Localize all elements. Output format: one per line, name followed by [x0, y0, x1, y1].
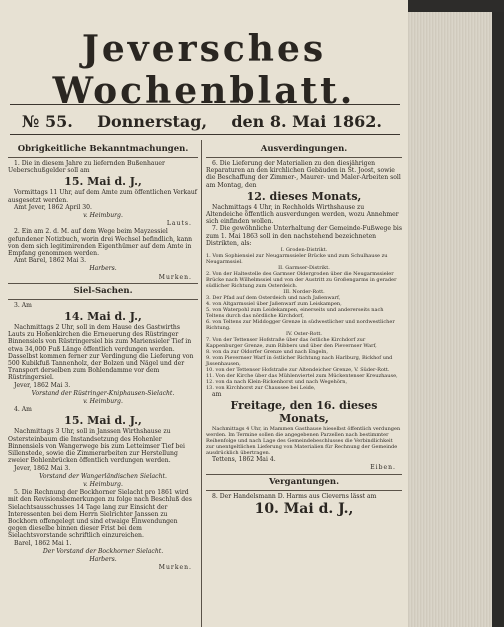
notice-7-place: Tettens, 1862 Mai 4. — [212, 456, 276, 464]
notice-3-date: 14. Mai d. J., — [64, 310, 142, 324]
district-item: II. Garmser-Distrikt. — [278, 265, 330, 272]
notice-1-text2: Vormittags 11 Uhr, auf dem Amte zum öffentlichen Verkauf ausgesetzt werden. — [8, 189, 198, 204]
book-page-edges — [408, 12, 492, 627]
divider — [206, 490, 402, 491]
masthead-rule-top — [10, 104, 400, 105]
notice-4-place: Jever, 1862 Mai 3. — [14, 464, 71, 472]
notice-5-text: 5. Die Rechnung der Bockhorner Sielacht pro 1861 wird mit den Revisionsbemerkungen zu folge nach Beschluß des Sielachtsausschusses 14 Tage lang zur Einsicht der Interessenten bei dem Herrn Sielrichter Janssen zu Bockhorn offengelegt und sind etwaige Einwendungen gegen dieselbe binnen dieser Frist bei dem Sielachtsvorstande schriftlich einzureichen. — [8, 489, 192, 540]
district-item: 1. Vom Sophiensiel zur Neugarmssieler Brücke und zum Schulhause zu Neugarmssiel. — [206, 253, 388, 266]
notice-2-place: Amt Barel, 1862 Mai 3. — [14, 257, 87, 265]
left-column — [8, 142, 198, 572]
divider — [206, 157, 402, 158]
masthead-rule-bottom — [10, 134, 400, 135]
divider — [8, 283, 198, 284]
district-item: 10. von der Tettenser Hofstraße zur Altendeicher Grenze, V. Süder-Rott. — [206, 367, 390, 374]
notice-7-text2: Nachmittags 4 Uhr, in Mammen Gasthause hieselbst öffentlich verdungen werden. Im Termine sollen die angegebenen Parzellen nach bestimmter Reihenfolge und nach Lage des Gemeindebeschlusses die Verbindlichkeit zur unentgeltlichen Lieferung von Materialien für Rechnung der Gemeinde ausdrücklich übertragen. — [206, 426, 401, 457]
notice-1-text: 1. Die in diesem Jahre zu liefernden Bußenhauer Ueberschußgelder soll am — [8, 160, 165, 175]
section-heading-vergantungen: Vergantungen. — [268, 476, 340, 487]
district-item: 12. von da nach Klein-Rickenhorst und nach Wegehörn, — [206, 379, 348, 386]
notice-3-place: Jever, 1862 Mai 3. — [14, 381, 71, 389]
notice-1-place: Amt Jever, 1862 April 30. — [14, 203, 92, 211]
district-item: IV. Oster-Rott. — [286, 331, 322, 338]
notice-5-place: Barel, 1862 Mai 1. — [14, 539, 72, 547]
issue-day: Donnerstag, — [97, 112, 208, 131]
section-heading-ausverdingungen: Ausverdingungen. — [260, 144, 348, 154]
notice-6-text: 6. Die Lieferung der Materialien zu den diesjährigen Reparaturen an den kirchlichen Gebäuden in St. Joost, sowie die Beschaffung der Zimmer-, Maurer- und Maler-Arbeiten soll am Montag, den — [206, 160, 401, 189]
notice-7-am: am — [212, 391, 222, 399]
masthead-title: Jeversches Wochenblatt. — [52, 28, 356, 112]
column-separator — [201, 140, 202, 627]
notice-2-signature2: Murken. — [158, 273, 192, 281]
notice-3-signature: v. Heimburg. — [83, 398, 123, 406]
notice-2-text: 2. Ein am 2. d. M. auf dem Wege beim Mayzessiel gefundener Notizbuch, worin drei Wechsel befindlich, kann von dem sich legitimirenden Eigenthümer auf dem Amte in Empfang genommen werden. — [8, 228, 193, 258]
district-item: 3. Der Pfad auf dem Osterdeich und nach Jaßenwarf, — [206, 295, 341, 302]
notice-6-date: 12. dieses Monats, — [246, 189, 362, 203]
district-list — [206, 247, 402, 391]
district-item: 11. Von der Kirche über das Mühlenviertel zum Mückentenser Kreuzhause, — [206, 373, 398, 380]
district-item: I. Groden-Distrikt. — [280, 247, 328, 254]
notice-1-date: 15. Mai d. J., — [64, 175, 142, 189]
district-item: 5. von Waterpohl zum Leidekampen, einerseits und andererseits nach Teltens durch das nördliche Kirchdorf, — [206, 307, 384, 320]
notice-2-signature: Harbers. — [89, 265, 117, 273]
notice-7-text: 7. Die gewöhnliche Unterhaltung der Gemeinde-Fußwege bis zum 1. Mai 1863 soll in den nachstehend bezeichneten Distrikten, als: — [206, 225, 402, 247]
notice-1-signature: v. Heimburg. — [83, 212, 123, 220]
notice-5-signature2: Murken. — [158, 564, 192, 572]
notice-4-signature: v. Heimburg. — [83, 480, 123, 488]
section-heading-siel: Siel-Sachen. — [73, 285, 133, 296]
notice-5-org: Der Vorstand der Bockhorner Sielacht. — [42, 547, 164, 555]
district-item: 7. Von der Tettenser Hofstraße über das östliche Kirchdorf zur Kappenburger Grenze, zum Ribbers und über den Pievernser Warf, — [206, 337, 377, 350]
notice-3-text: Nachmittags 2 Uhr, soll in dem Hause des Gastwirths Lauts zu Hohenkirchen die Erneuerung des Rüstringer Binnensiels von Rüstringersiel bis zum Mariensieler Tief in etwa 34,000 Fuß Länge öffentlich verdungen werden. Dasselbst kommen ferner zur Verdingung die Lieferung von 500 Kubikfuß Tannenholz, der Bolzen und Nägel und der Transport derselben zum Bohlendamme vor dem Rüstringersiel. — [8, 324, 194, 382]
divider — [8, 157, 198, 158]
notice-8-text: 8. Der Handelsmann D. Harms aus Cleverns lässt am — [212, 492, 377, 500]
district-item: 13. von Kirchhorst zur Chaussee bei Leide, — [206, 385, 316, 392]
book-cover-edge — [492, 12, 504, 627]
issue-dateline — [22, 112, 382, 131]
notice-4-intro: 4. Am — [14, 406, 32, 414]
notice-1-signature2: Lauts. — [166, 220, 192, 228]
notice-4-date: 15. Mai d. J., — [64, 414, 142, 428]
issue-number: № 55. — [22, 112, 73, 131]
district-item: 4. von Altgarmssiel über Jaßenwarf zum Leiskampen, — [206, 301, 342, 308]
notice-5-signature: Harbers. — [89, 555, 117, 563]
notice-3-intro: 3. Am — [14, 301, 32, 309]
notice-6-text2: Nachmittags 4 Uhr, in Rechholds Wirthshause zu Altendeiche öffentlich ausverdungen werden, wozu Annehmer sich einfinden wollen. — [206, 203, 399, 226]
district-item: 2. Von der Haltestelle des Garmser Oldergroden über die Neugarmssieler Brücke nach Wilhelmssiel und von der Austritt zu Großengarms in gerader südlicher Richtung zum Osterdeich. — [206, 271, 397, 290]
divider — [206, 474, 402, 475]
notice-7-signature: Eiben. — [370, 464, 396, 472]
section-heading-official: Obrigkeitliche Bekanntmachungen. — [17, 144, 189, 154]
right-column — [206, 142, 402, 519]
divider — [8, 299, 198, 300]
notice-7-date: Freitage, den 16. dieses Monats, — [230, 399, 378, 426]
notice-4-text: Nachmittags 3 Uhr, soll in Janssen Wirthshause zu Ostersteinbaum die Instandsetzung des Hohenler Binnensiels von Wangerwege bis zum Letteimser Tief bei Sillenstede, sowie die Zimmerarbeiten zur Herstellung zweier Bohlenbrücken öffentlich verdungen werden. — [8, 428, 185, 465]
notice-3-org: Vorstand der Rüstringer-Kniphausen-Sielacht. — [31, 389, 175, 397]
district-item: 8. von da zur Oldorfer Grenze und nach Engeln, — [206, 349, 328, 356]
notice-8-date: 10. Mai d. J., — [254, 500, 354, 517]
district-item: 9. vom Pievernser Warf in östlicher Richtung nach Harlburg, Bickhof und Jissenhausen, — [206, 355, 393, 368]
notice-4-org: Vorstand der Wangerländischen Sielacht. — [39, 472, 167, 480]
district-item: III. Norder-Rott. — [283, 289, 325, 296]
district-item: 6. von Teltens zur Middogger Grenze in südwestlicher und nordwestlicher Richtung. — [206, 319, 395, 332]
issue-date: den 8. Mai 1862. — [231, 112, 382, 131]
book-top-shadow — [408, 0, 504, 12]
